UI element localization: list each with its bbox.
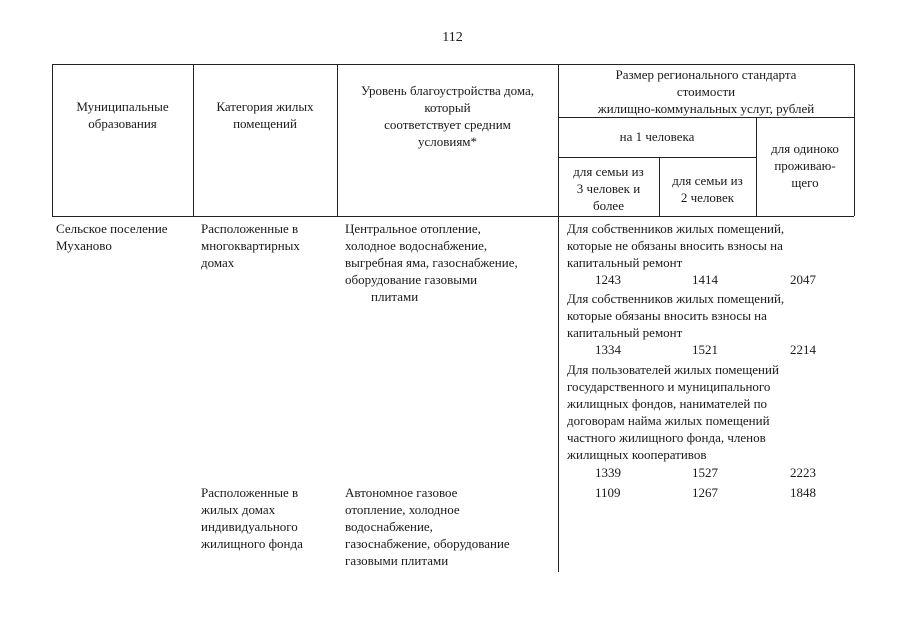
row1-group2-value-family2: 1521 <box>692 342 718 357</box>
row1-group1-value-family3: 1243 <box>595 272 621 287</box>
row1-group2-value-family3: 1334 <box>595 342 621 357</box>
row2-value-family2: 1267 <box>692 485 718 500</box>
header-family2: для семьи из 2 человек <box>672 173 743 205</box>
row1-group2-label: Для собственников жилых помещений, которые обязаны вносить взносы на капитальный ремонт <box>567 291 785 340</box>
row1-level: Центральное отопление, холодное водоснабжение, выгребная яма, газоснабжение, оборудование газовыми плитами <box>345 220 558 305</box>
row1-category: Расположенные в многоквартирных домах <box>201 221 300 270</box>
page-number: 112 <box>442 30 463 45</box>
header-per-person: на 1 человека <box>619 129 695 144</box>
row2-category: Расположенные в жилых домах индивидуального жилищного фонда <box>201 485 303 551</box>
row1-group1-value-single: 2047 <box>790 272 816 287</box>
row2-level: Автономное газовое отопление, холодное водоснабжение, газоснабжение, оборудование газовыми плитами <box>345 485 510 568</box>
row1-group2-value-single: 2214 <box>790 342 816 357</box>
header-municipal: Муниципальные образования <box>76 99 169 131</box>
row1-level-last: плитами <box>371 289 419 304</box>
row1-group3-label: Для пользователей жилых помещений государственного и муниципального жилищных фондов, нанимателей по договорам найма жилых помещений частного жилищного фонда, членов жилищных кооперативов <box>567 362 779 462</box>
row2-value-family3: 1109 <box>595 485 621 500</box>
header-single: для одиноко проживаю- щего <box>771 141 839 190</box>
row1-group3-value-family3: 1339 <box>595 465 621 480</box>
row1-group3-value-family2: 1527 <box>692 465 718 480</box>
row1-group1-label: Для собственников жилых помещений, которые не обязаны вносить взносы на капитальный ремонт <box>567 221 785 270</box>
row1-group1-value-family2: 1414 <box>692 272 718 287</box>
header-standard: Размер регионального стандарта стоимости жилищно-коммунальных услуг, рублей <box>597 67 815 116</box>
header-family3: для семьи из 3 человек и более <box>573 164 644 213</box>
row2-value-single: 1848 <box>790 485 816 500</box>
header-level: Уровень благоустройства дома, который соответствует средним условиям* <box>360 83 535 149</box>
row1-group3-value-single: 2223 <box>790 465 816 480</box>
municipality-name: Сельское поселение Муханово <box>56 221 168 253</box>
header-category: Категория жилых помещений <box>216 99 314 131</box>
